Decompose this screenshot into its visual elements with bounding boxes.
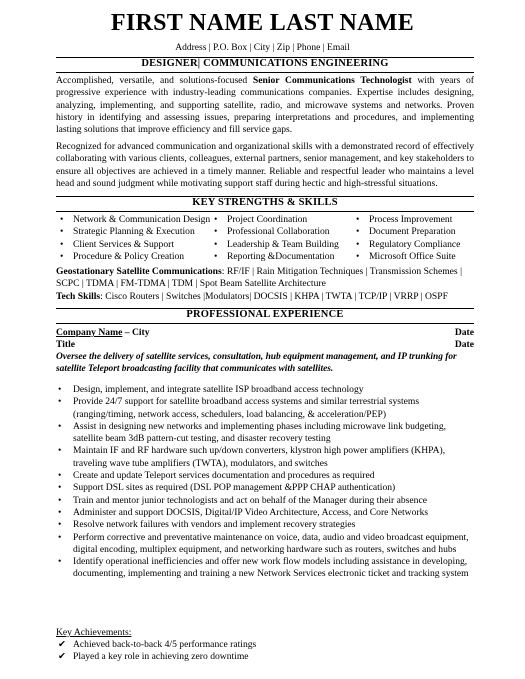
responsibility-text: Create and update Teleport services documentation and procedures as required (73, 470, 375, 482)
bullet-icon: • (60, 226, 64, 238)
geo-satellite-line (56, 266, 474, 278)
skill-item (356, 226, 460, 238)
skill-item (60, 214, 210, 226)
skill-label: Strategic Planning & Execution (73, 226, 195, 238)
list-item (56, 556, 474, 581)
list-item (56, 445, 474, 470)
skills-column-1 (60, 214, 210, 263)
skill-item (60, 226, 210, 238)
skill-label: Client Services & Support (73, 238, 174, 250)
title-date: Date (454, 339, 474, 350)
skill-label: Professional Collaboration (227, 226, 330, 238)
responsibility-text: Design, implement, and integrate satellite ISP broadband access technology (73, 384, 364, 395)
achievements-list (56, 639, 256, 664)
skill-item (214, 239, 339, 251)
bullet-icon: • (58, 470, 62, 482)
bullet-icon: • (60, 238, 64, 250)
bullet-icon: • (58, 396, 62, 408)
headline: DESIGNER| COMMUNICATIONS ENGINEERING (141, 58, 389, 69)
responsibility-text: Support DSL sites as required (DSL POP management &PPP CHAP authentication) (73, 482, 396, 494)
skill-label: Network & Communication Design (73, 214, 211, 225)
summary-text: with years of progressive experience with industry-leading communications companies. Expertise includes designing, analyzing, implementing, and supporting satellite, radio, and microwave systems and networks. Proven history in identifying and assessing issues, preparing interpretations and procedures, and implementing lasting solutions that improve efficiency and fill service gaps. (56, 75, 474, 136)
bullet-icon: • (58, 531, 62, 543)
bullet-icon: • (58, 445, 62, 457)
divider (56, 72, 474, 73)
list-item (56, 532, 474, 557)
achievement-text: Played a key role in achieving zero downtime (73, 651, 249, 663)
experience-title: PROFESSIONAL EXPERIENCE (186, 309, 344, 320)
list-item (56, 384, 474, 396)
skills-title: KEY STRENGTHS & SKILLS (192, 197, 338, 208)
company-row (56, 327, 474, 339)
checkmark-icon: ✔ (58, 639, 67, 650)
responsibility-text: Provide 24/7 support for satellite broadband access systems and similar terrestrial systems (ranging/timing, network access, schedulers, load balancing, & acceleration/PEP) (73, 396, 420, 420)
responsibility-text: Assist in designing new networks and implementing phases including microwave link budgeting, satellite beam 3dB pattern-cut testing, and disaster recovery testing (73, 420, 447, 445)
bullet-icon: • (58, 556, 62, 568)
bullet-icon: • (214, 238, 218, 250)
job-title: Title (56, 339, 76, 350)
list-item (56, 519, 474, 531)
bullet-icon: • (58, 519, 62, 531)
company-city: – City (122, 327, 150, 338)
responsibilities-list (56, 384, 474, 581)
summary-paragraph-2: Recognized for advanced communication and organizational skills with a demonstrated record of effectively collaborating with various clients, colleagues, external partners, senior management, and key stakeholders to ensure all objectives are achieved in a timely manner. Reliable and respectful leader who maintains a level head and sound judgment while motivating support staff during hectic and high-stressful situations. (56, 141, 474, 189)
skill-item (60, 239, 210, 251)
achievements-title: Key Achievements: (56, 627, 132, 638)
summary-role: Senior Communications Technologist (252, 75, 412, 86)
geo-skills: : RF/IF | Rain Mitigation Techniques | Transmission Schemes | (221, 266, 462, 277)
skill-label: Microsoft Office Suite (369, 250, 456, 262)
skill-item (60, 251, 210, 263)
skill-item (214, 226, 339, 238)
bullet-icon: • (356, 250, 360, 262)
job-overview: Oversee the delivery of satellite services, consultation, hub equipment management, and IP trunking for satellite Teleport broadcasting facility that communicates with satellites. (56, 352, 457, 375)
skill-label: Procedure & Policy Creation (73, 250, 185, 262)
list-item (56, 470, 474, 482)
skill-item (356, 239, 460, 251)
skill-label: Document Preparation (369, 226, 456, 238)
bullet-icon: • (214, 226, 218, 238)
list-item (56, 507, 474, 519)
skill-label: Leadership & Team Building (227, 238, 339, 250)
divider (56, 323, 474, 324)
skill-label: Regulatory Compliance (369, 238, 461, 250)
skills-column-3 (356, 214, 460, 263)
list-item (56, 396, 474, 421)
skill-label: Process Improvement (369, 214, 453, 225)
responsibility-text: Administer and support DOCSIS, Digital/IP Video Architecture, Access, and Core Networks (73, 506, 429, 518)
bullet-icon: • (214, 250, 218, 262)
skill-item (356, 214, 460, 226)
responsibility-text: Train and mentor junior technologists and act on behalf of the Manager during their absence (73, 494, 427, 506)
skills-column-2 (214, 214, 339, 263)
responsibility-text: Resolve network failures with vendors and implement recovery strategies (73, 519, 356, 531)
achievement-text: Achieved back-to-back 4/5 performance ratings (73, 639, 257, 650)
employment-date: Date (454, 327, 474, 338)
list-item (56, 651, 256, 663)
candidate-name: FIRST NAME LAST NAME (110, 10, 415, 36)
tech-skills: : Cisco Routers | Switches |Modulators| DOCSIS | KHPA | TWTA | TCP/IP | VRRP | OSPF (100, 291, 448, 302)
checkmark-icon: ✔ (58, 651, 67, 663)
geo-satellite-line-2: SCPC | TDMA | FM-TDMA | TDM | Spot Beam Satellite Architecture (56, 278, 326, 289)
bullet-icon: • (58, 384, 62, 395)
responsibility-text: Perform corrective and preventative maintenance on voice, data, audio and video broadcast equipment, digital encoding, multiplex equipment, and networking hardware such as routers, switches and hubs (73, 531, 469, 555)
skill-item (214, 251, 339, 263)
list-item (56, 495, 474, 507)
summary-paragraph-1 (56, 75, 474, 136)
bullet-icon: • (58, 420, 62, 432)
geo-label: Geostationary Satellite Communications (56, 266, 222, 277)
responsibility-text: Maintain IF and RF hardware such up/down converters, klystron high power amplifiers (KHPA), traveling wave tube amplifiers (TWTA), modulators, and switches (73, 445, 446, 469)
skill-label: Reporting &Documentation (227, 250, 335, 262)
company-name: Company Name (56, 327, 123, 338)
bullet-icon: • (58, 482, 62, 494)
tech-label: Tech Skills (56, 291, 101, 302)
bullet-icon: • (60, 250, 64, 262)
skill-item (356, 251, 460, 263)
list-item (56, 639, 256, 651)
bullet-icon: • (58, 506, 62, 518)
tech-skills-line (56, 291, 474, 303)
list-item (56, 482, 474, 494)
bullet-icon: • (356, 226, 360, 238)
title-row (56, 339, 474, 351)
responsibility-text: Identify operational inefficiencies and offer new work flow models including assistance in developing, documenting, implementing and training a new Network Services electronic ticket and tracking system (73, 556, 469, 580)
divider (56, 211, 474, 212)
bullet-icon: • (356, 214, 360, 225)
skill-label: Project Coordination (227, 214, 308, 225)
bullet-icon: • (58, 494, 62, 506)
list-item (56, 421, 474, 446)
bullet-icon: • (214, 214, 218, 225)
bullet-icon: • (356, 238, 360, 250)
contact-line: Address | P.O. Box | City | Zip | Phone | Email (175, 43, 350, 53)
summary-text: Accomplished, versatile, and solutions-focused (56, 75, 253, 86)
bullet-icon: • (60, 214, 64, 225)
skill-item (214, 214, 339, 226)
